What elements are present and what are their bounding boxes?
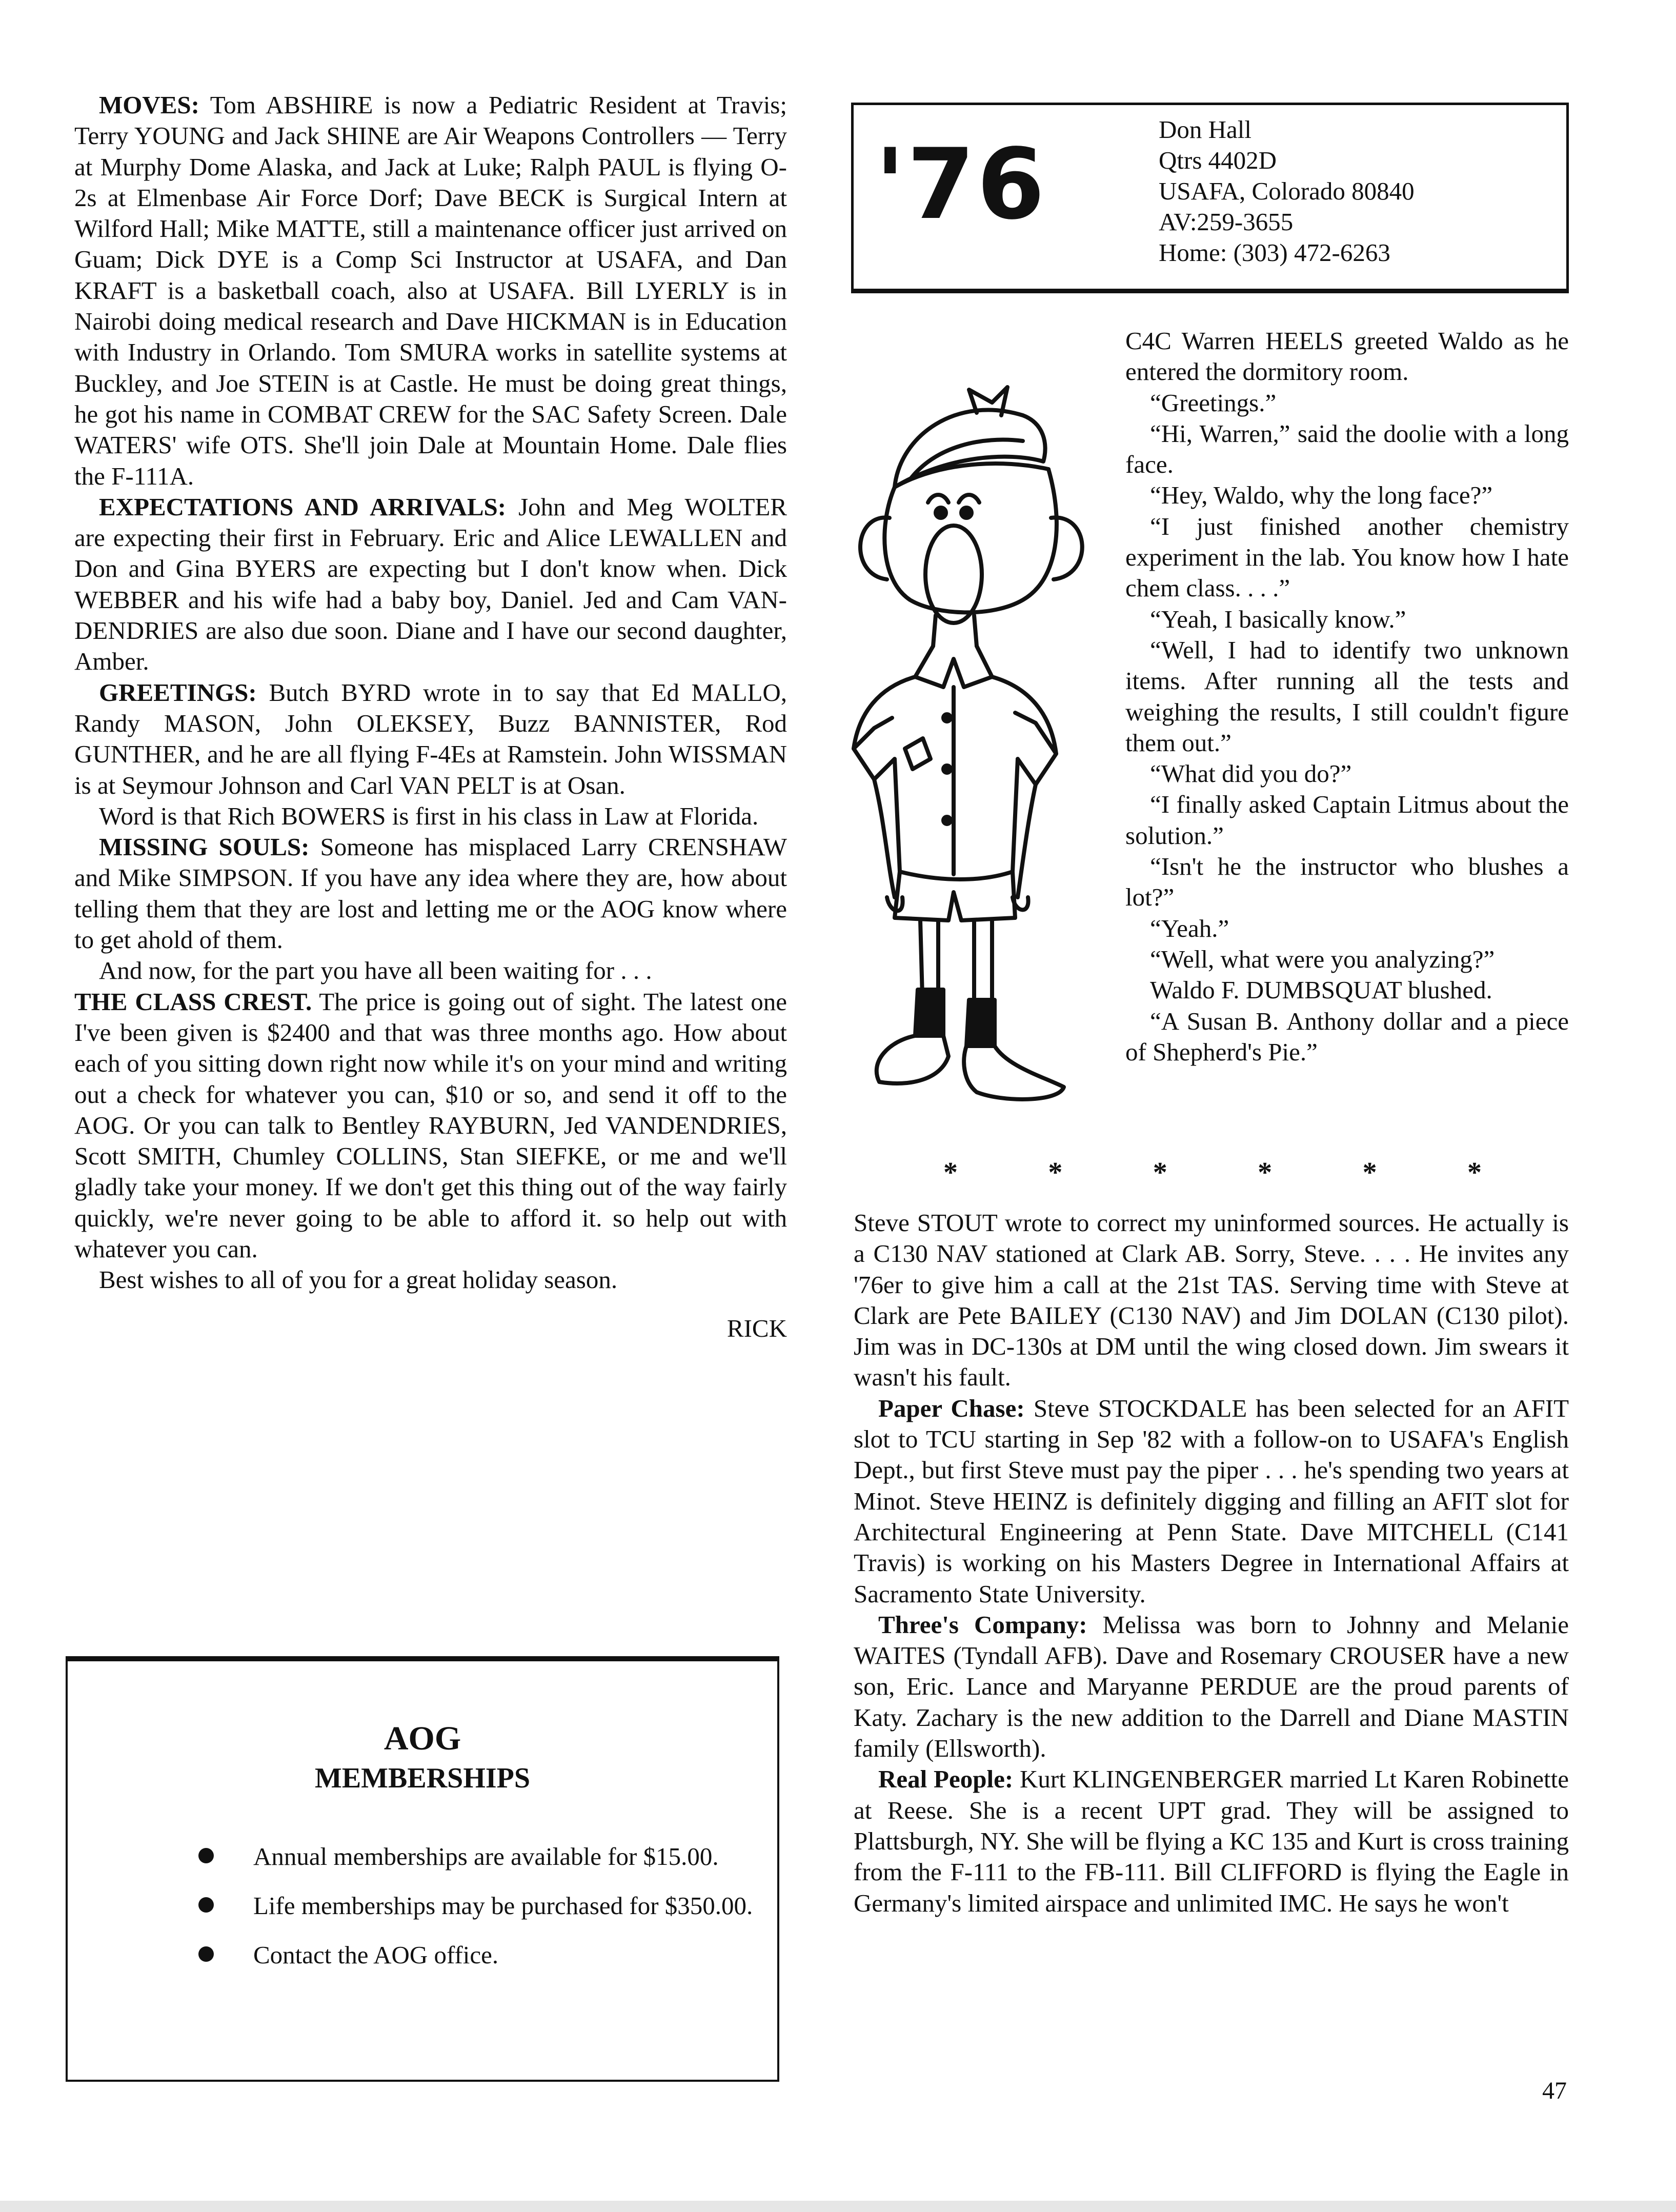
moves-text: Tom ABSHIRE is now a Pediatric Resident at Travis; Terry YOUNG and Jack SHINE are Air Weapons Controllers — Terry at Murphy Dome Alaska, and Jack at Luke; Ralph PAUL is flying O-2s at Elmenbase Air Force Dorf; Dave BECK is Surgical Intern at Wilford Hall; Mike MATTE, still a maintenance officer just arrived on Guam; Dick DYE is a Comp Sci Instructor at USAFA, and Dan KRAFT is a basketball coach, also at USAFA. Bill LYERLY is in Nairobi doing medical research and Dave HICKMAN is in Education with Industry in Orlando. Tom SMURA works in satellite systems at Buckley, and Joe STEIN is at Castle. He must be doing great things, he got his name in COMBAT CREW for the SAC Safety Screen. Dale WATERS' wife OTS. She'll join Dale at Mountain Home. Dale flies the F-111A. bbox=[74, 91, 787, 490]
list-item bbox=[68, 1841, 777, 1873]
asterisk: * bbox=[1467, 1157, 1482, 1189]
real-people-paragraph bbox=[854, 1764, 1569, 1918]
crest-heading: THE CLASS CREST. bbox=[74, 987, 312, 1016]
aog-memberships-box bbox=[66, 1656, 779, 2082]
greetings-text: Butch BYRD wrote in to say that Ed MALLO, Randy MASON, John OLEKSEY, Buzz BANNISTER, Rod GUNTHER, and he are all flying F-4Es at Ramstein. John WISSMAN is at Seymour Johnson and Carl VAN PELT is at Osan. bbox=[74, 678, 787, 799]
real-people-text: Kurt KLINGENBERGER married Lt Karen Robinette at Reese. She is a recent UPT grad. They will be assigned to Plattsburgh, NY. She will be flying a KC 135 and Kurt is cross training from the F-111 to the FB-111. Bill CLIFFORD is flying the Eagle in Germany's limited airspace and unlimited IMC. He says he won't bbox=[854, 1765, 1569, 1917]
missing-text: Someone has misplaced Larry CRENSHAW and Mike SIMPSON. If you have any idea where they are, how about telling them that they are lost and letting me or the AOG know where to get ahold of them. bbox=[74, 833, 787, 954]
story-paragraph: “Greetings.” bbox=[1150, 388, 1277, 417]
class-contact bbox=[1159, 114, 1415, 268]
crest-intro-paragraph: And now, for the part you have all been waiting for . . . bbox=[99, 956, 652, 985]
aog-item-text: Contact the AOG office. bbox=[253, 1941, 499, 1969]
paper-chase-text: Steve STOCKDALE has been selected for an AFIT slot to TCU starting in Sep '82 with a follow-on to USAFA's English Dept., but first Steve must pay the piper . . . he's spending two years at Minot. Steve HEINZ is definitely digging and filling an AFIT slot for Architectural Engineering at Penn State. Dave MITCHELL (C141 Travis) is working on his Masters Degree in International Affairs at Sacramento State University. bbox=[854, 1394, 1569, 1608]
asterisk: * bbox=[943, 1157, 958, 1189]
expectations-heading: EXPECTATIONS AND ARRIVALS: bbox=[99, 492, 507, 521]
story-paragraph: “Yeah, I basically know.” bbox=[1150, 605, 1406, 633]
signature: RICK bbox=[726, 1314, 787, 1342]
greetings-paragraph bbox=[74, 677, 787, 801]
left-column bbox=[74, 90, 787, 1344]
asterisk: * bbox=[1362, 1157, 1377, 1189]
threes-company-heading: Three's Company: bbox=[878, 1610, 1087, 1639]
list-item bbox=[68, 1939, 777, 1971]
list-item bbox=[68, 1890, 777, 1922]
waldo-story bbox=[1125, 326, 1569, 1068]
story-paragraph: “Well, I had to identify two unknown items. After running all the tests and weighing the results, I still couldn't figure them out.” bbox=[1125, 635, 1569, 757]
bullet-icon bbox=[198, 1946, 214, 1962]
crest-text: The price is going out of sight. The latest one I've been given is $2400 and that was three months ago. How about each of you sitting down right now while it's on your mind and writing out a check for whatever you can, $10 or so, and send it off to the AOG. Or you can talk to Bentley RAYBURN, Jed VANDENDRIES, Scott SMITH, Chumley COLLINS, Stan SIEFKE, or me and we'll gladly take your money. If we don't get this thing out of the way fairly quickly, we're never going to be able to afford it. so help out with whatever you can. bbox=[74, 987, 787, 1263]
expectations-text: John and Meg WOLTER are expecting their first in February. Eric and Alice LEWALLEN and Don and Gina BYERS are expecting but I don't know when. Dick WEBBER and his wife had a baby boy, Daniel. Jed and Cam VAN-DENDRIES are also due soon. Diane and I have our second daughter, Amber. bbox=[74, 492, 787, 676]
moves-heading: MOVES: bbox=[99, 91, 199, 119]
bullet-icon bbox=[198, 1848, 214, 1863]
story-paragraph: Waldo F. DUMBSQUAT blushed. bbox=[1150, 976, 1492, 1004]
asterisk: * bbox=[1153, 1157, 1167, 1189]
real-people-heading: Real People: bbox=[878, 1765, 1014, 1794]
stout-paragraph: Steve STOUT wrote to correct my uninformed sources. He actually is a C130 NAV stationed at Clark AB. Sorry, Steve. . . . He invites any '76er to give him a call at the 21st TAS. Serving time with Steve at Clark are Pete BAILEY (C130 NAV) and Jim DOLAN (C130 pilot). Jim was in DC-130s at DM until the wing closed down. Jim swears it wasn't his fault. bbox=[854, 1209, 1569, 1392]
story-paragraph: “What did you do?” bbox=[1150, 759, 1352, 788]
aog-item-text: Life memberships may be purchased for $350.00. bbox=[253, 1892, 753, 1920]
bullet-icon bbox=[198, 1897, 214, 1913]
missing-heading: MISSING SOULS: bbox=[99, 833, 310, 861]
page-number: 47 bbox=[1542, 2077, 1567, 2104]
story-paragraph: “Well, what were you analyzing?” bbox=[1150, 944, 1495, 973]
moves-paragraph bbox=[74, 90, 787, 492]
class-header-box bbox=[851, 103, 1569, 293]
bowers-paragraph: Word is that Rich BOWERS is first in his class in Law at Florida. bbox=[99, 801, 759, 830]
scan-edge bbox=[0, 2201, 1676, 2212]
contact-av-phone: AV:259-3655 bbox=[1159, 208, 1294, 236]
closing-paragraph: Best wishes to all of you for a great holiday season. bbox=[99, 1265, 618, 1294]
story-paragraph: “Yeah.” bbox=[1150, 914, 1229, 942]
class-year: '76 bbox=[875, 128, 1047, 241]
section-separator bbox=[943, 1156, 1482, 1189]
story-paragraph: “Hi, Warren,” said the doolie with a long face. bbox=[1125, 419, 1569, 479]
story-paragraph: “Isn't he the instructor who blushes a lot?” bbox=[1125, 852, 1569, 912]
paper-chase-heading: Paper Chase: bbox=[878, 1394, 1025, 1422]
story-paragraph: C4C Warren HEELS greeted Waldo as he entered the dormitory room. bbox=[1125, 327, 1569, 386]
aog-membership-list bbox=[68, 1841, 777, 1988]
aog-title: AOG bbox=[383, 1720, 461, 1757]
contact-city: USAFA, Colorado 80840 bbox=[1159, 177, 1415, 205]
aog-item-text: Annual memberships are available for $15.00. bbox=[253, 1842, 719, 1871]
crest-paragraph bbox=[74, 987, 787, 1265]
story-paragraph: “Hey, Waldo, why the long face?” bbox=[1150, 481, 1493, 510]
expectations-paragraph bbox=[74, 492, 787, 677]
right-column-news bbox=[854, 1208, 1569, 1919]
missing-paragraph bbox=[74, 832, 787, 955]
asterisk: * bbox=[1258, 1157, 1273, 1189]
story-paragraph: “A Susan B. Anthony dollar and a piece of Shepherd's Pie.” bbox=[1125, 1007, 1569, 1066]
asterisk: * bbox=[1048, 1157, 1063, 1189]
aog-subtitle: MEMBERSHIPS bbox=[314, 1762, 531, 1794]
story-paragraph: “I just finished another chemistry experiment in the lab. You know how I hate chem class. . . .” bbox=[1125, 512, 1569, 602]
contact-home-phone: Home: (303) 472-6263 bbox=[1159, 238, 1390, 267]
contact-quarters: Qtrs 4402D bbox=[1159, 146, 1277, 174]
story-paragraph: “I finally asked Captain Litmus about the solution.” bbox=[1125, 790, 1569, 850]
greetings-heading: GREETINGS: bbox=[99, 678, 257, 707]
contact-name: Don Hall bbox=[1159, 115, 1251, 144]
waldo-cartoon-illustration bbox=[838, 359, 1125, 1123]
threes-company-text: Melissa was born to Johnny and Melanie WAITES (Tyndall AFB). Dave and Rosemary CROUSER have a new son, Eric. Lance and Maryanne PERDUE are the proud parents of Katy. Zachary is the new addition to the Darrell and Diane MASTIN family (Ellsworth). bbox=[854, 1610, 1569, 1763]
threes-company-paragraph bbox=[854, 1610, 1569, 1764]
paper-chase-paragraph bbox=[854, 1393, 1569, 1610]
